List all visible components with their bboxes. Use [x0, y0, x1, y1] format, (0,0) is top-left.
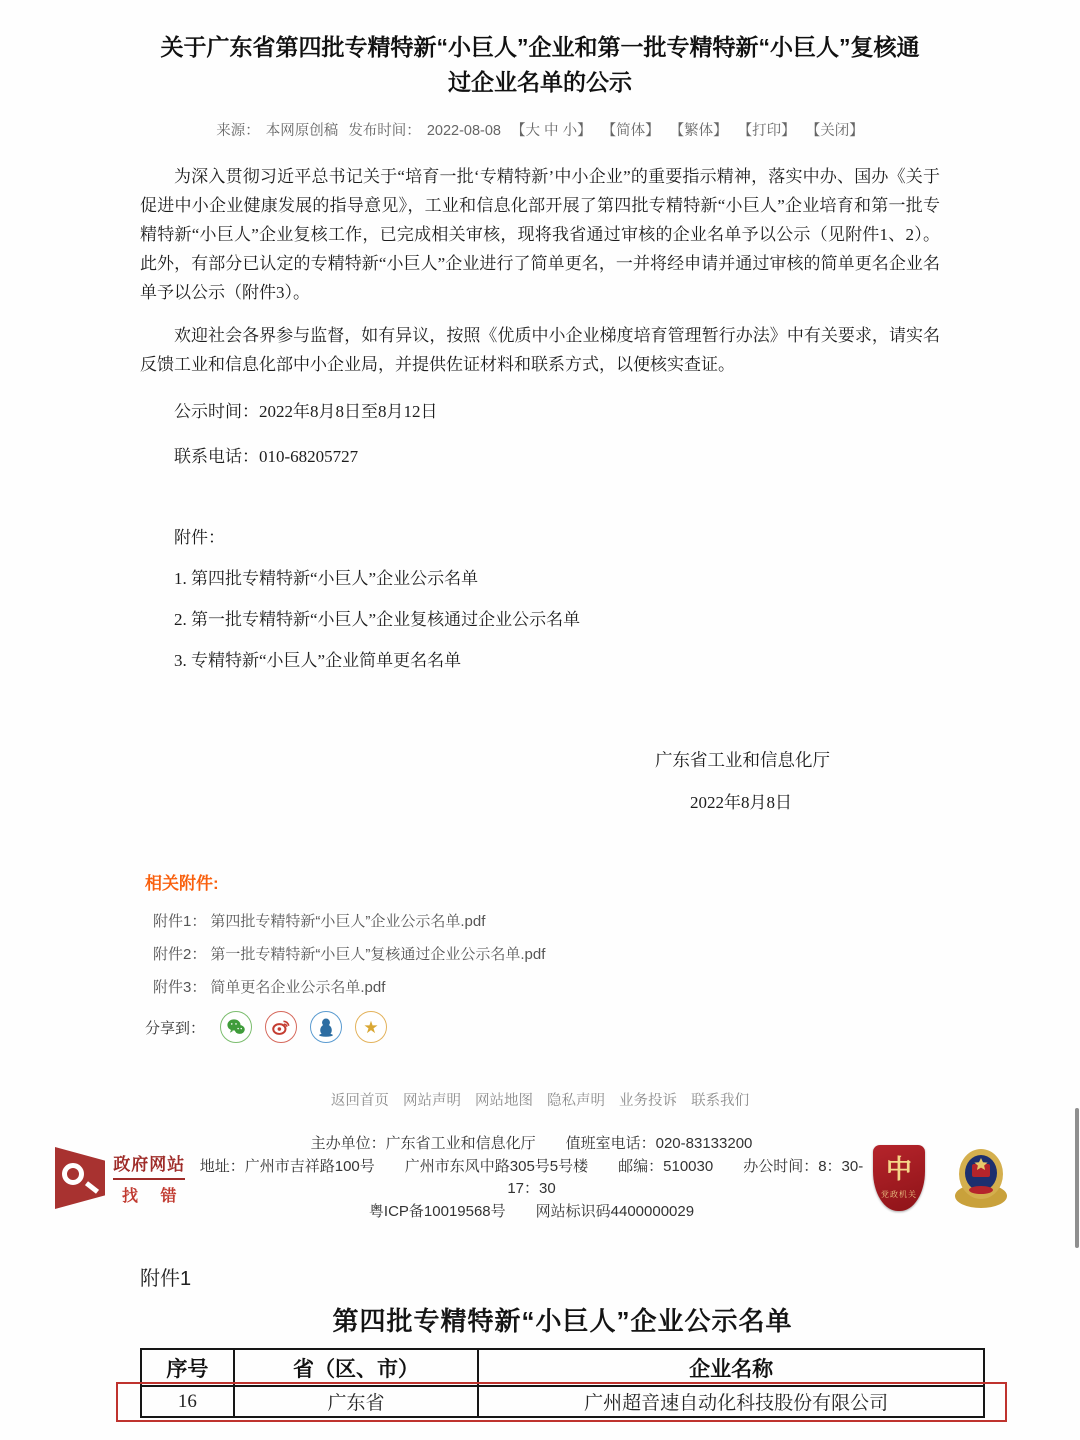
footer-nav	[0, 1089, 1080, 1110]
signature-date: 2022年8月8日	[690, 793, 792, 812]
star-glyph: ★	[363, 1017, 379, 1037]
table-header-row	[141, 1349, 984, 1386]
footer-nav-home[interactable]: 返回首页	[330, 1093, 389, 1109]
preview-table-title: 第四批专精特新“小巨人”企业公示名单	[332, 1306, 793, 1336]
party-badge-emblem: 中	[885, 1154, 912, 1184]
gov-logo-line2: 找 错	[122, 1188, 186, 1205]
footer-nav-statement[interactable]: 网站声明	[402, 1093, 461, 1109]
related-file-link[interactable]	[153, 976, 1080, 997]
footer-host-line: 主办单位：广东省工业和信息化厅 值班室电话：020-83133200	[310, 1135, 753, 1152]
related-file-link[interactable]	[153, 910, 1080, 931]
qzone-star-share-icon[interactable]	[355, 1011, 387, 1043]
paragraph: 为深入贯彻习近平总书记关于“培育一批‘专精特新’中小企业”的重要指示精神，落实中办、国办《关于促进中小企业健康发展的指导意见》，工业和信息化部开展了第四批专精特新“小巨人”企业培育和第一批专精特新“小巨人”企业复核工作，已完成相关审核，现将我省通过审核的企业名单予以公示（见附件1、2）。此外，有部分已认定的专精特新“小巨人”企业进行了简单更名，一并将经申请并通过审核的简单更名企业名单予以公示（附件3）。	[140, 167, 940, 302]
source-value: 本网原创稿	[265, 123, 339, 139]
cell-company: 广州超音速自动化科技股份有限公司	[478, 1386, 984, 1417]
footer-nav-sitemap[interactable]: 网站地图	[474, 1093, 533, 1109]
share-row	[145, 1011, 1080, 1043]
magnifier-flag-icon	[55, 1147, 105, 1209]
preview-label: 附件1	[140, 1268, 192, 1290]
footer-nav-complaint[interactable]: 业务投诉	[619, 1093, 678, 1109]
col-header-company: 企业名称	[478, 1349, 984, 1386]
close-button[interactable]: 【关闭】	[805, 123, 864, 139]
related-file-name[interactable]: 第一批专精特新“小巨人”复核通过企业公示名单.pdf	[210, 946, 546, 963]
signature-block	[140, 747, 940, 813]
paragraph: 欢迎社会各界参与监督，如有异议，按照《优质中小企业梯度培育管理暂行办法》中有关要求，请实名反馈工业和信息化部中小企业局，并提供佐证材料和联系方式，以便核实查证。	[140, 326, 940, 374]
footer-icp-line: 粤ICP备10019568号 网站标识码4400000029	[368, 1203, 695, 1220]
publish-date: 2022-08-08	[426, 123, 501, 139]
attachment-item: 1. 第四批专精特新“小巨人”企业公示名单	[174, 569, 479, 588]
attachment-item: 3. 专精特新“小巨人”企业简单更名名单	[174, 651, 462, 670]
attachment-preview	[0, 1262, 1080, 1418]
related-attachments	[0, 869, 1080, 1043]
qq-share-icon[interactable]	[310, 1011, 342, 1043]
party-badge-text: 党政机关	[881, 1189, 917, 1199]
related-file-label: 附件1：	[153, 913, 207, 930]
footer-nav-contact[interactable]: 联系我们	[691, 1093, 750, 1109]
publicity-time: 公示时间：2022年8月8日至8月12日	[174, 402, 438, 421]
font-size-button[interactable]: 【大 中 小】	[511, 123, 592, 139]
gov-site-error-report-logo[interactable]	[55, 1147, 190, 1209]
article-body	[140, 162, 940, 379]
contact-phone: 联系电话：010-68205727	[174, 447, 359, 466]
simplified-button[interactable]: 【简体】	[601, 123, 660, 139]
related-file-label: 附件2：	[153, 946, 207, 963]
table-row	[141, 1386, 984, 1417]
wechat-share-icon[interactable]	[220, 1011, 252, 1043]
col-header-province: 省（区、市）	[234, 1349, 478, 1386]
attachments-label: 附件：	[174, 528, 225, 547]
gov-logo-line1: 政府网站	[113, 1150, 185, 1180]
party-gov-badge-icon[interactable]	[873, 1145, 925, 1211]
related-heading: 相关附件:	[145, 874, 219, 893]
footer-nav-privacy[interactable]: 隐私声明	[547, 1093, 606, 1109]
cell-no: 16	[141, 1386, 234, 1417]
share-label: 分享到：	[145, 1019, 206, 1037]
cell-province: 广东省	[234, 1386, 478, 1417]
article-meta	[140, 119, 940, 140]
related-file-name[interactable]: 第四批专精特新“小巨人”企业公示名单.pdf	[210, 913, 486, 930]
police-badge-icon[interactable]	[951, 1144, 1011, 1212]
footer-text	[190, 1132, 873, 1224]
col-header-no: 序号	[141, 1349, 234, 1386]
weibo-share-icon[interactable]	[265, 1011, 297, 1043]
footer-badges	[873, 1144, 1025, 1212]
related-file-name[interactable]: 简单更名企业公示名单.pdf	[210, 979, 386, 996]
related-file-link[interactable]	[153, 943, 1080, 964]
publish-label: 发布时间：	[348, 123, 421, 139]
footer-info	[0, 1132, 1080, 1224]
source-label: 来源：	[216, 123, 260, 139]
traditional-button[interactable]: 【繁体】	[669, 123, 728, 139]
attachment-item: 2. 第一批专精特新“小巨人”企业复核通过企业公示名单	[174, 610, 581, 629]
preview-table-wrap	[140, 1348, 985, 1418]
related-file-label: 附件3：	[153, 979, 207, 996]
company-table	[140, 1348, 985, 1418]
signature-org: 广东省工业和信息化厅	[655, 750, 830, 770]
scrollbar-thumb[interactable]	[1075, 1108, 1079, 1248]
footer-address-line: 地址：广州市吉祥路100号 广州市东风中路305号5号楼 邮编：510030 办公时间：8：30-17：30	[199, 1158, 864, 1197]
print-button[interactable]: 【打印】	[737, 123, 796, 139]
page-title: 关于广东省第四批专精特新“小巨人”企业和第一批专精特新“小巨人”复核通过企业名单的公示	[160, 34, 920, 95]
